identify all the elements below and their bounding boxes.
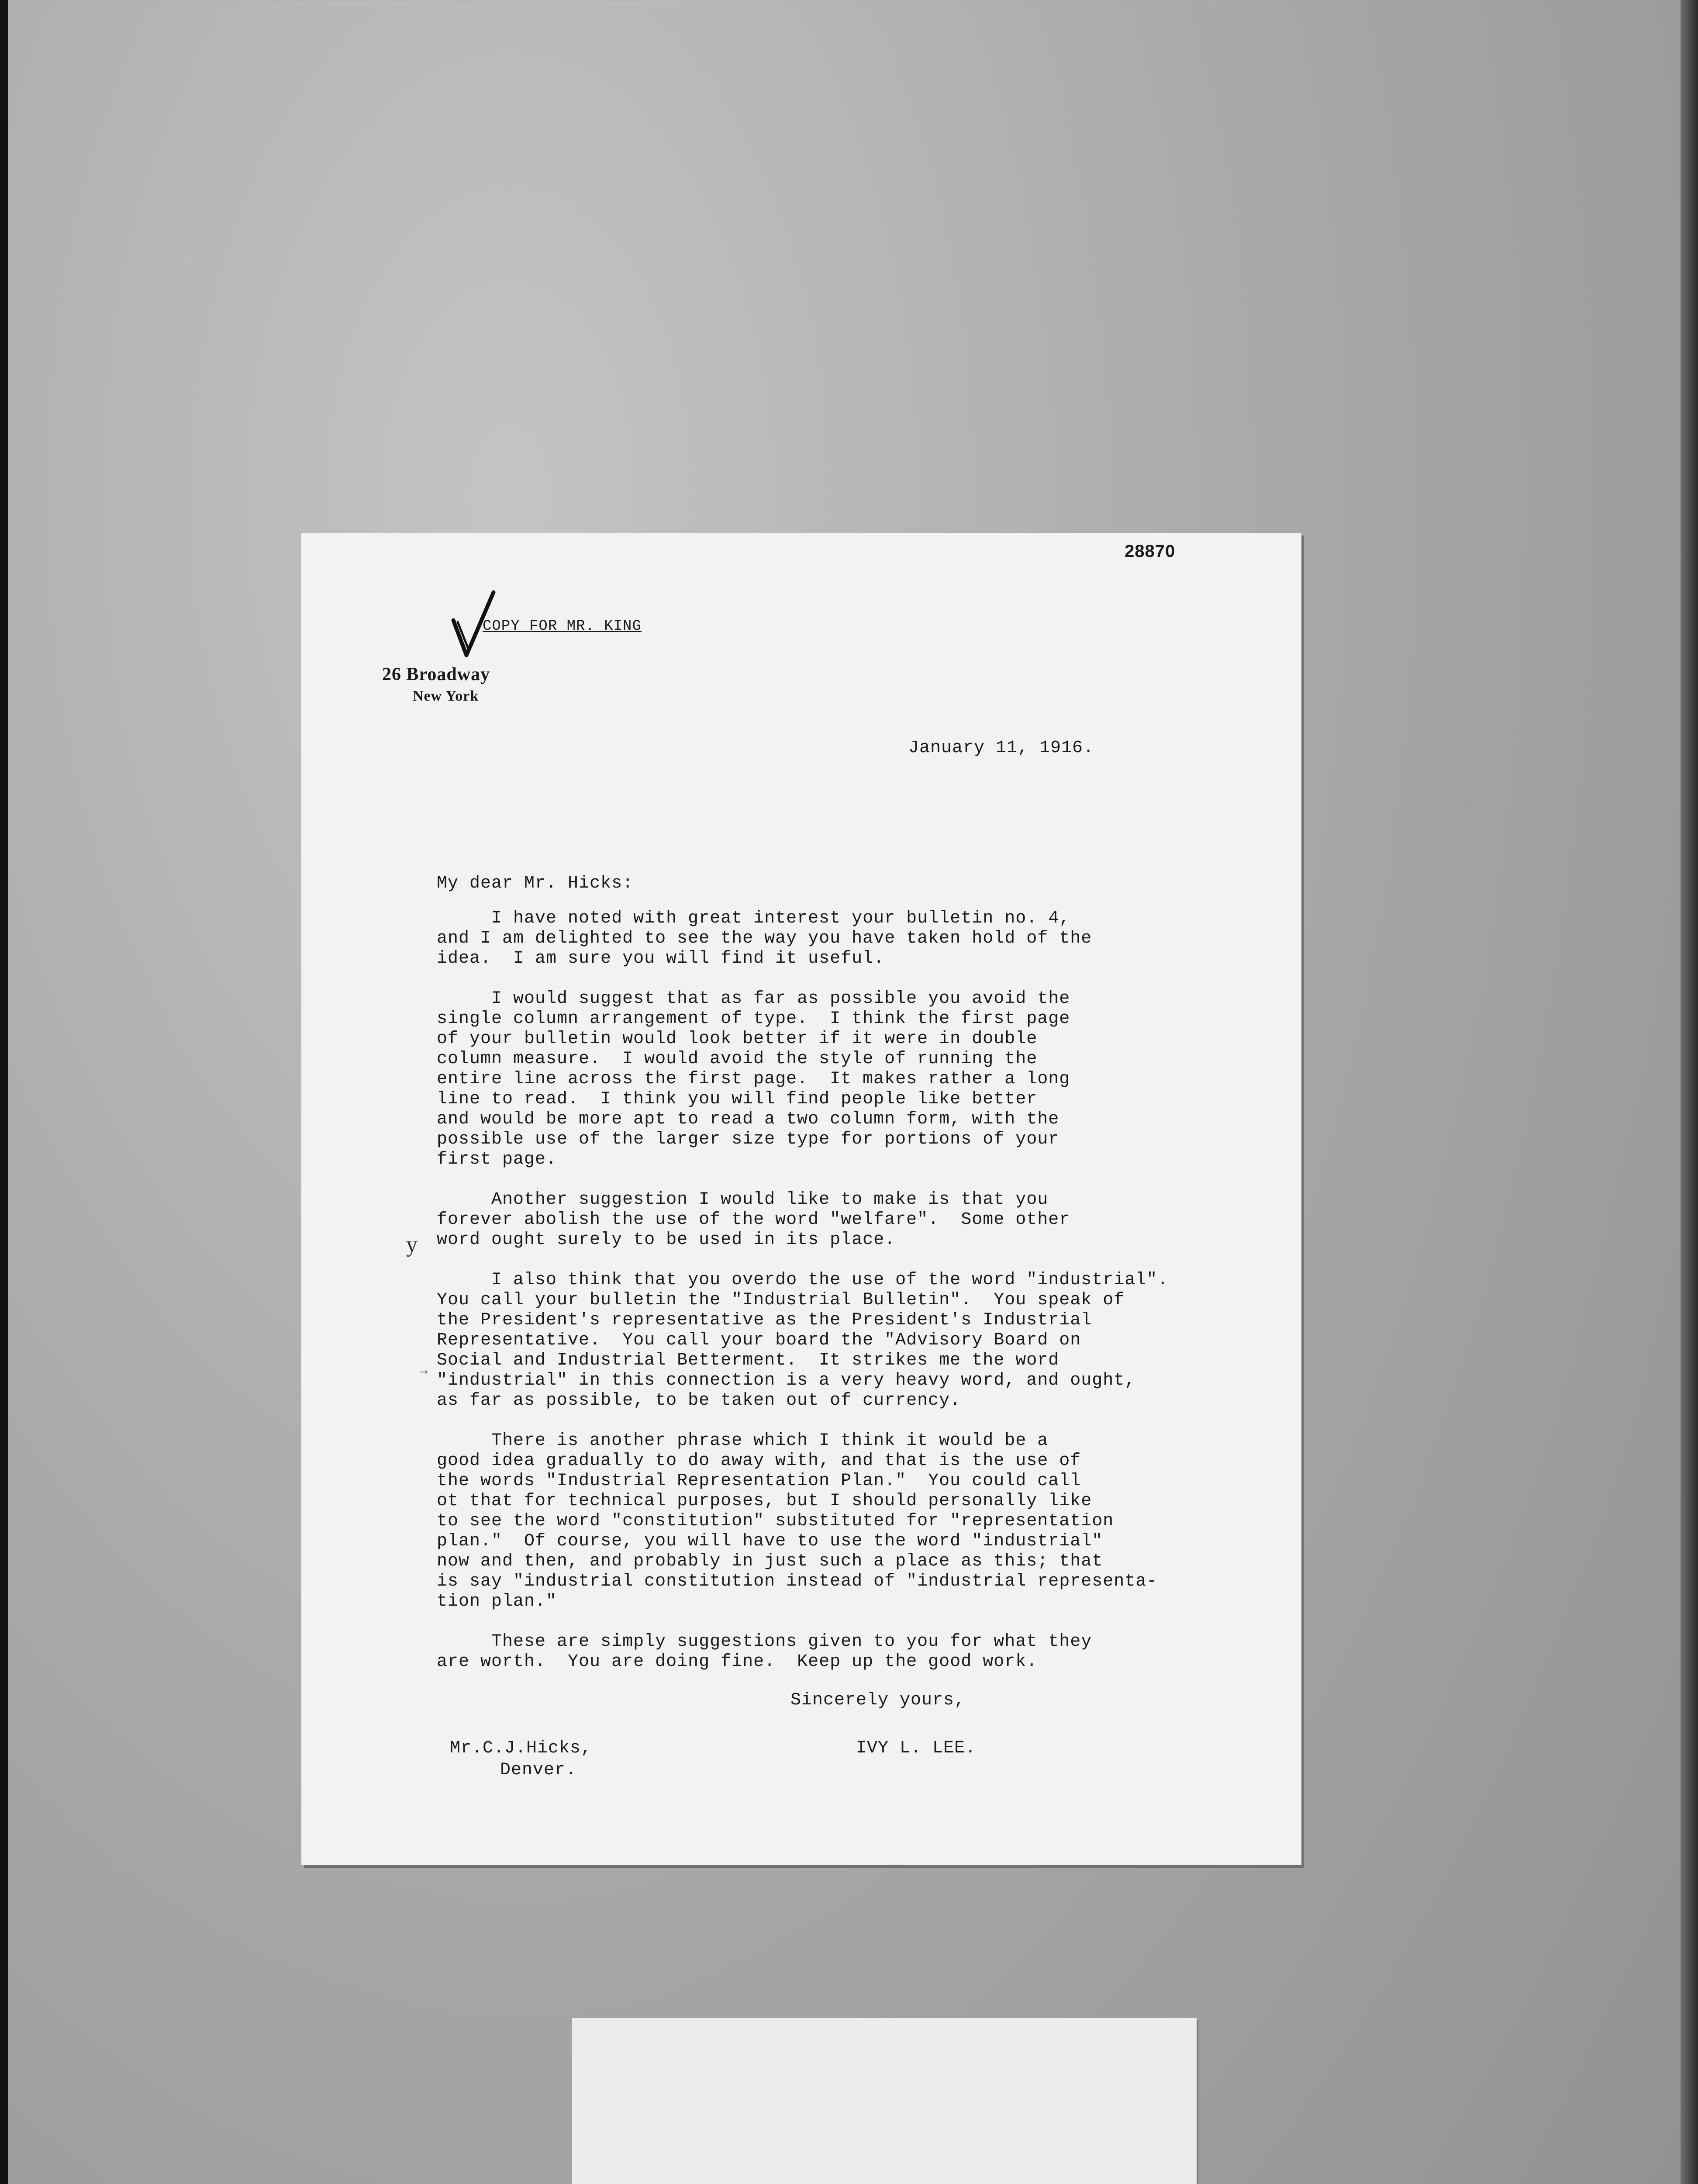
body-line: is say "industrial constitution instead of "industrial representa- xyxy=(437,1572,1158,1591)
body-line: I have noted with great interest your bulletin no. 4, xyxy=(437,909,1070,928)
letter-date: January 11, 1916. xyxy=(908,738,1094,758)
archive-slip xyxy=(572,2018,1197,2184)
body-line: now and then, and probably in just such a place as this; that xyxy=(437,1552,1103,1571)
letterhead-street: 26 Broadway xyxy=(382,664,490,684)
body-line: possible use of the larger size type for portions of your xyxy=(437,1130,1060,1149)
body-line: entire line across the first page. It makes rather a long xyxy=(437,1069,1070,1089)
body-line: You call your bulletin the "Industrial Bulletin". You speak of xyxy=(437,1290,1125,1310)
body-line: of your bulletin would look better if it were in double xyxy=(437,1029,1038,1049)
body-line: and I am delighted to see the way you have taken hold of the xyxy=(437,929,1092,948)
body-line: the President's representative as the President's Industrial xyxy=(437,1310,1092,1330)
body-line: column measure. I would avoid the style of running the xyxy=(437,1049,1038,1069)
body-line: first page. xyxy=(437,1150,557,1169)
recipient-name: Mr.C.J.Hicks, xyxy=(450,1738,592,1758)
body-line: plan." Of course, you will have to use the word "industrial" xyxy=(437,1531,1103,1551)
signature: IVY L. LEE. xyxy=(856,1738,977,1758)
body-line: These are simply suggestions given to you for what they xyxy=(437,1632,1092,1652)
body-line: ot that for technical purposes, but I should personally like xyxy=(437,1491,1092,1511)
document-number: 28870 xyxy=(1125,542,1176,561)
scan-border-left xyxy=(0,0,8,2184)
body-line: word ought surely to be used in its place. xyxy=(437,1230,896,1250)
body-line: the words "Industrial Representation Plan." You could call xyxy=(437,1471,1081,1491)
body-line: idea. I am sure you will find it useful. xyxy=(437,949,885,968)
body-line: There is another phrase which I think it would be a xyxy=(437,1431,1049,1451)
scan-border-right xyxy=(1681,0,1698,2184)
body-line: single column arrangement of type. I think the first page xyxy=(437,1009,1070,1029)
letterhead-city: New York xyxy=(413,688,479,704)
recipient-city: Denver. xyxy=(500,1760,577,1780)
body-line: Social and Industrial Betterment. It strikes me the word xyxy=(437,1351,1060,1370)
body-line: forever abolish the use of the word "welfare". Some other xyxy=(437,1210,1070,1230)
body-line: Representative. You call your board the "Advisory Board on xyxy=(437,1330,1081,1350)
body-line: Another suggestion I would like to make is that you xyxy=(437,1190,1049,1209)
letter-sheet xyxy=(301,533,1301,1865)
body-line: as far as possible, to be taken out of currency. xyxy=(437,1391,961,1410)
salutation: My dear Mr. Hicks: xyxy=(437,874,634,893)
body-line: to see the word "constitution" substituted for "representation xyxy=(437,1511,1114,1531)
body-line: are worth. You are doing fine. Keep up the good work. xyxy=(437,1652,1038,1672)
body-line: I also think that you overdo the use of the word "industrial". xyxy=(437,1270,1169,1290)
body-line: "industrial" in this connection is a very heavy word, and ought, xyxy=(437,1371,1136,1390)
body-line: good idea gradually to do away with, and that is the use of xyxy=(437,1451,1081,1471)
body-line: tion plan." xyxy=(437,1592,557,1611)
body-line: I would suggest that as far as possible you avoid the xyxy=(437,989,1070,1009)
copy-note: COPY FOR MR. KING xyxy=(483,618,642,635)
margin-mark-arrow: → xyxy=(417,1363,430,1377)
margin-mark-y: y xyxy=(406,1232,418,1257)
body-line: line to read. I think you will find people like better xyxy=(437,1089,1038,1109)
body-line: and would be more apt to read a two column form, with the xyxy=(437,1109,1060,1129)
closing: Sincerely yours, xyxy=(790,1690,966,1710)
